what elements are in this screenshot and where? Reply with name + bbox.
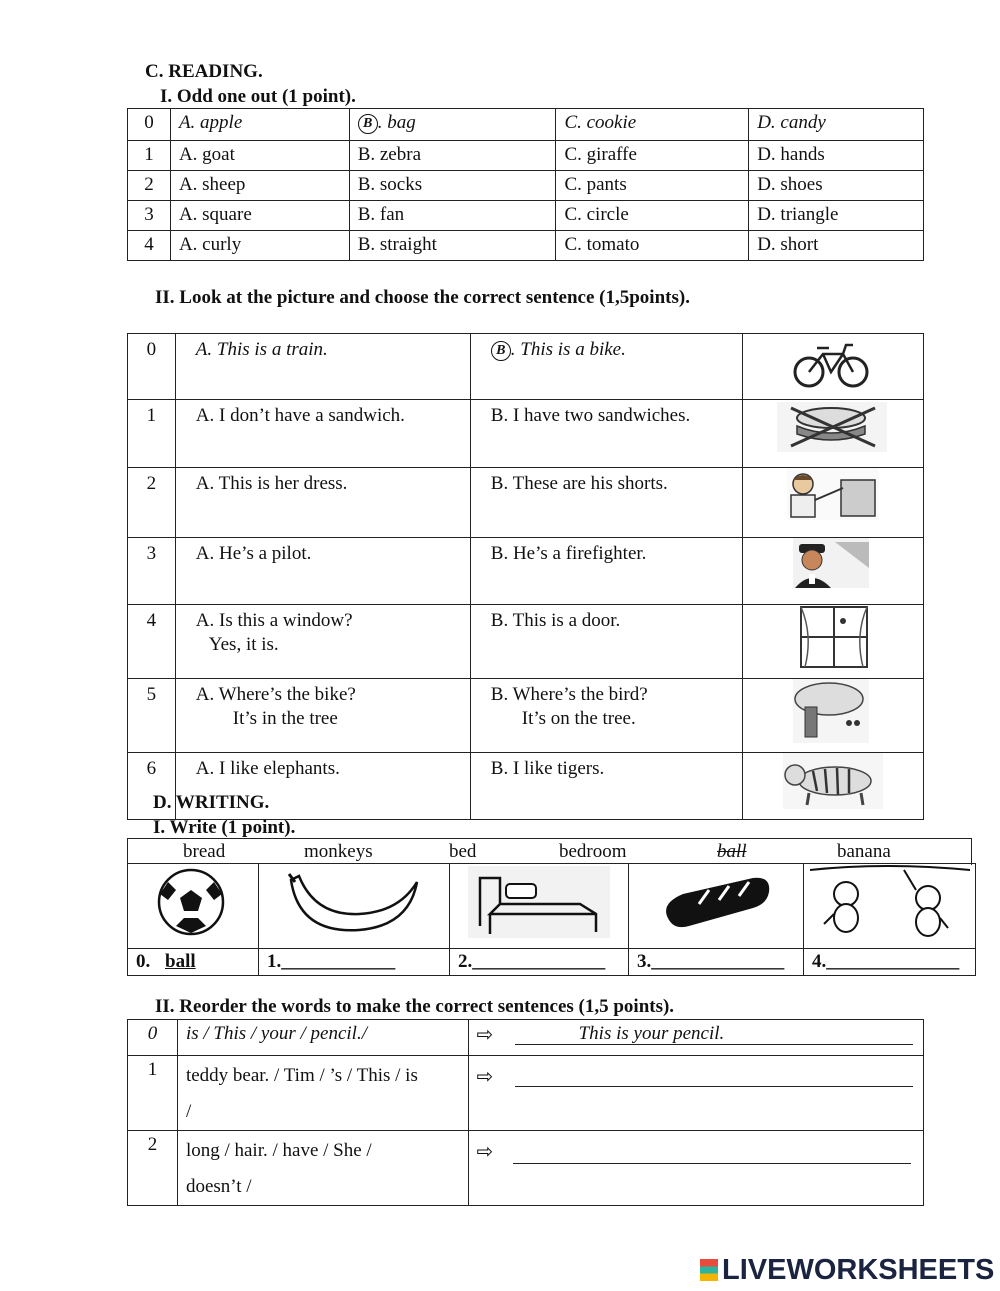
option-b[interactable]: B. straight	[349, 231, 556, 261]
bed-icon	[450, 864, 629, 949]
arrow-icon: ⇨	[476, 1064, 494, 1088]
option-d[interactable]: D. short	[749, 231, 924, 261]
table-row	[128, 538, 924, 605]
option-a[interactable]: A. goat	[170, 141, 349, 171]
row-number: 1	[128, 141, 171, 171]
picture-row	[128, 864, 976, 949]
choice-a[interactable]: A. This is her dress.	[175, 468, 470, 538]
table-row	[128, 679, 924, 753]
example-answer: ball	[165, 951, 196, 972]
answer-line[interactable]	[468, 1056, 923, 1131]
odd-one-out-table	[127, 108, 924, 261]
row-number: 4	[128, 231, 171, 261]
choice-b: B . This is a bike.	[470, 334, 742, 400]
answer-line[interactable]	[468, 1131, 923, 1206]
row-number: 5	[128, 679, 176, 753]
circled-answer-icon: B	[491, 341, 511, 361]
option-c[interactable]: C. pants	[556, 171, 749, 201]
picture-choice-table	[127, 333, 924, 820]
choice-a[interactable]: A. I don’t have a sandwich.	[175, 400, 470, 468]
option-a[interactable]: A. square	[170, 201, 349, 231]
table-row	[128, 605, 924, 679]
example-sentence: This is your pencil.	[578, 1023, 725, 1044]
option-b[interactable]: B. socks	[349, 171, 556, 201]
arrow-icon: ⇨	[476, 1022, 494, 1046]
row-number: 2	[128, 171, 171, 201]
row-number: 1	[128, 400, 176, 468]
option-a[interactable]: A. curly	[170, 231, 349, 261]
row-number: 3	[128, 538, 176, 605]
reading-heading: C. READING.	[145, 61, 263, 82]
choice-b[interactable]: B. He’s a firefighter.	[470, 538, 742, 605]
choice-a[interactable]: A. Is this a window? Yes, it is.	[175, 605, 470, 679]
word-bank-item: bedroom	[559, 841, 627, 862]
banana-icon	[259, 864, 450, 949]
word-bank-item: bread	[183, 841, 226, 862]
choice-a: A. This is a train.	[175, 334, 470, 400]
row-number: 0	[128, 109, 171, 141]
word-bank-item: monkeys	[304, 841, 373, 862]
answer-row	[128, 949, 976, 976]
scrambled-words: teddy bear. / Tim / ’s / This / is /	[177, 1056, 468, 1131]
picture-choice-title: II. Look at the picture and choose the correct sentence (1,5points).	[155, 287, 690, 308]
answer-0: 0. ball	[128, 949, 259, 976]
monkeys-icon	[804, 864, 976, 949]
crossed-sandwich-icon	[742, 400, 923, 468]
choice-a[interactable]: A. Where’s the bike? It’s in the tree	[175, 679, 470, 753]
liveworksheets-logo: LIVEWORKSHEETS	[700, 1254, 994, 1287]
table-row	[128, 400, 924, 468]
table-row	[128, 231, 924, 261]
row-number: 2	[128, 468, 176, 538]
scrambled-words: is / This / your / pencil./	[177, 1020, 468, 1056]
table-row	[128, 141, 924, 171]
write-table	[127, 863, 976, 976]
option-b[interactable]: B. zebra	[349, 141, 556, 171]
table-row	[128, 201, 924, 231]
option-d: D. candy	[749, 109, 924, 141]
row-number: 2	[128, 1131, 178, 1206]
table-row	[128, 1020, 924, 1056]
tiger-icon	[742, 753, 923, 820]
option-d[interactable]: D. hands	[749, 141, 924, 171]
soccer-ball-icon	[128, 864, 259, 949]
choice-a[interactable]: A. I like elephants.	[175, 753, 470, 820]
answer-3[interactable]: 3.______________	[629, 949, 804, 976]
answer-line	[468, 1020, 923, 1056]
table-row	[128, 334, 924, 400]
answer-1[interactable]: 1.____________	[259, 949, 450, 976]
writing-heading: D. WRITING.	[153, 792, 270, 813]
scrambled-words: long / hair. / have / She / doesn’t /	[177, 1131, 468, 1206]
option-b[interactable]: B. fan	[349, 201, 556, 231]
option-c[interactable]: C. circle	[556, 201, 749, 231]
table-row	[128, 1131, 924, 1206]
word-bank-item-used: ball	[717, 841, 747, 862]
option-c: C. cookie	[556, 109, 749, 141]
option-b: B . bag	[349, 109, 556, 141]
reorder-title: II. Reorder the words to make the correct sentences (1,5 points).	[155, 996, 675, 1017]
word-bank	[127, 838, 972, 865]
table-row	[128, 1056, 924, 1131]
table-row	[128, 171, 924, 201]
bicycle-icon	[742, 334, 923, 400]
option-a: A. apple	[170, 109, 349, 141]
choice-b[interactable]: B. Where’s the bird? It’s on the tree.	[470, 679, 742, 753]
row-number: 0	[128, 334, 176, 400]
option-d[interactable]: D. shoes	[749, 171, 924, 201]
row-number: 6	[128, 753, 176, 820]
odd-one-out-title: I. Odd one out (1 point).	[160, 86, 356, 107]
reorder-table	[127, 1019, 924, 1206]
table-row	[128, 468, 924, 538]
word-bank-item: bed	[449, 841, 477, 862]
answer-2[interactable]: 2.______________	[450, 949, 629, 976]
row-number: 4	[128, 605, 176, 679]
option-c[interactable]: C. giraffe	[556, 141, 749, 171]
row-number: 3	[128, 201, 171, 231]
choice-b[interactable]: B. This is a door.	[470, 605, 742, 679]
tree-icon	[742, 679, 923, 753]
bread-icon	[629, 864, 804, 949]
pilot-icon	[742, 538, 923, 605]
choice-b[interactable]: B. I have two sandwiches.	[470, 400, 742, 468]
write-title: I. Write (1 point).	[153, 817, 296, 838]
window-icon	[742, 605, 923, 679]
choice-b[interactable]: B. These are his shorts.	[470, 468, 742, 538]
arrow-icon: ⇨	[476, 1139, 494, 1163]
option-a[interactable]: A. sheep	[170, 171, 349, 201]
answer-4[interactable]: 4.______________	[804, 949, 976, 976]
logo-mark-icon	[700, 1259, 718, 1281]
boy-with-bag-icon	[742, 468, 923, 538]
option-d[interactable]: D. triangle	[749, 201, 924, 231]
row-number: 1	[128, 1056, 178, 1131]
circled-answer-icon: B	[358, 114, 378, 134]
table-row	[128, 109, 924, 141]
row-number: 0	[128, 1020, 178, 1056]
option-c[interactable]: C. tomato	[556, 231, 749, 261]
word-bank-item: banana	[837, 841, 891, 862]
choice-a[interactable]: A. He’s a pilot.	[175, 538, 470, 605]
choice-b[interactable]: B. I like tigers.	[470, 753, 742, 820]
